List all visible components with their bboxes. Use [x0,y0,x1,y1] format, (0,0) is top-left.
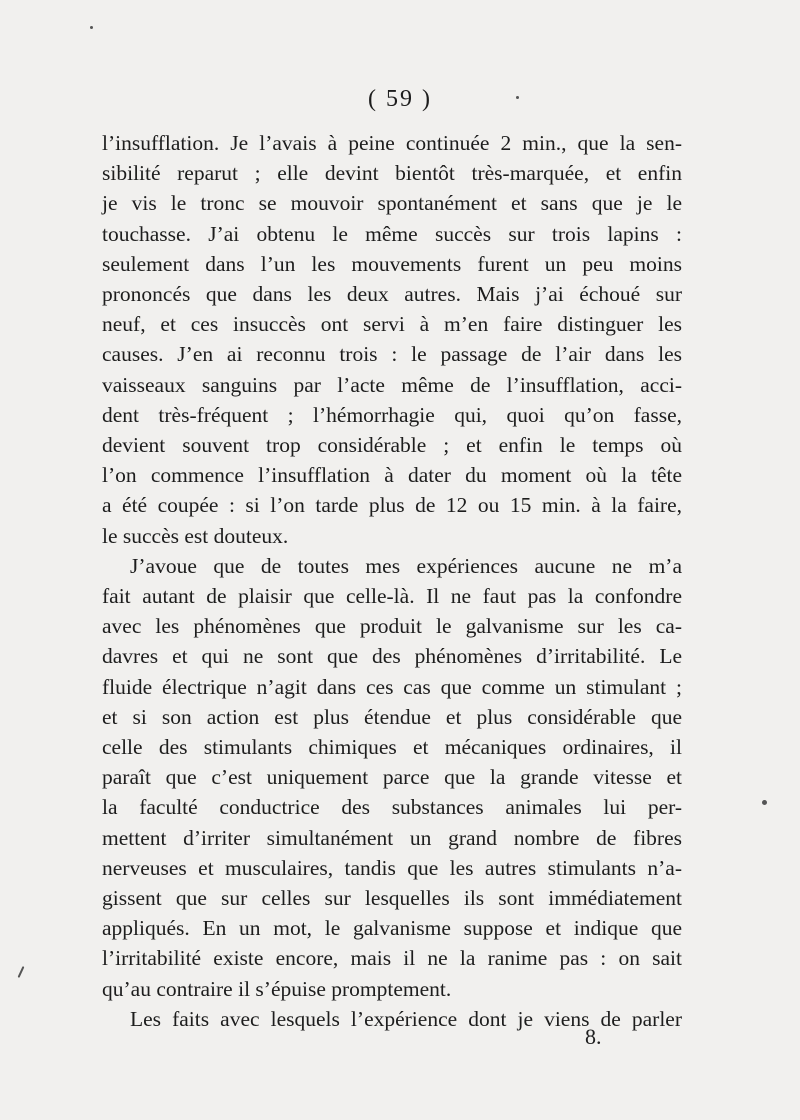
text-line: vaisseaux sanguins par l’acte même de l’insufflation, acci- [102,372,682,397]
text-line: et si son action est plus étendue et plus considérable que [102,704,682,729]
text-line: gissent que sur celles sur lesquelles ils sont immédiatement [102,886,682,911]
paper-speck [762,800,767,805]
text-line: qu’au contraire il s’épuise promptement. [102,976,452,1001]
text-line: fluide électrique n’agit dans ces cas que comme un stimulant ; [102,674,682,699]
text-line: Les faits avec lesquels l’expérience dont je viens de parler [130,1006,682,1031]
text-line: l’insufflation. Je l’avais à peine continuée 2 min., que la sen- [102,131,682,155]
page-number: ( 59 ) [368,86,432,112]
text-line: prononcés que dans les deux autres. Mais j’ai échoué sur [102,282,682,307]
text-line: dent très-fréquent ; l’hémorrhagie qui, quoi qu’on fasse, [102,402,682,427]
text-line: neuf, et ces insuccès ont servi à m’en faire distinguer les [102,312,682,337]
text-line: celle des stimulants chimiques et mécaniques ordinaires, il [102,735,682,760]
text-line: paraît que c’est uniquement parce que la grande vitesse et [102,765,682,790]
text-line: mettent d’irriter simultanément un grand nombre de fibres [102,825,682,850]
text-line: l’on commence l’insufflation à dater du moment où la tête [102,463,682,488]
text-line: fait autant de plaisir que celle-là. Il ne faut pas la confondre [102,584,682,609]
text-line: seulement dans l’un les mouvements furent un peu moins [102,251,682,276]
body-text [102,128,682,1034]
text-line: a été coupée : si l’on tarde plus de 12 ou 15 min. à la faire, [102,493,682,518]
paragraph-2 [102,551,682,1004]
text-line: J’avoue que de toutes mes expériences aucune ne m’a [130,553,682,578]
text-line: avec les phénomènes que produit le galvanisme sur les ca- [102,614,682,639]
text-line: davres et qui ne sont que des phénomènes d’irritabilité. Le [102,644,682,669]
text-line: sibilité reparut ; elle devint bientôt très-marquée, et enfin [102,161,682,186]
text-line: la faculté conductrice des substances animales lui per- [102,795,682,820]
text-line: touchasse. J’ai obtenu le même succès sur trois lapins : [102,221,682,246]
text-line: devient souvent trop considérable ; et enfin le temps où [102,433,682,458]
paper-speck [516,96,519,99]
paper-speck [90,26,93,29]
text-line: appliqués. En un mot, le galvanisme suppose et indique que [102,916,682,941]
text-line: causes. J’en ai reconnu trois : le passage de l’air dans les [102,342,682,367]
signature-mark: 8. [585,1024,602,1049]
paragraph-1 [102,128,682,551]
text-line: le succès est douteux. [102,523,289,548]
paper-speck [18,966,25,978]
text-line: l’irritabilité existe encore, mais il ne la ranime pas : on sait [102,946,682,971]
text-line: je vis le tronc se mouvoir spontanément et sans que je le [102,191,682,216]
text-line: nerveuses et musculaires, tandis que les autres stimulants n’a- [102,855,682,880]
